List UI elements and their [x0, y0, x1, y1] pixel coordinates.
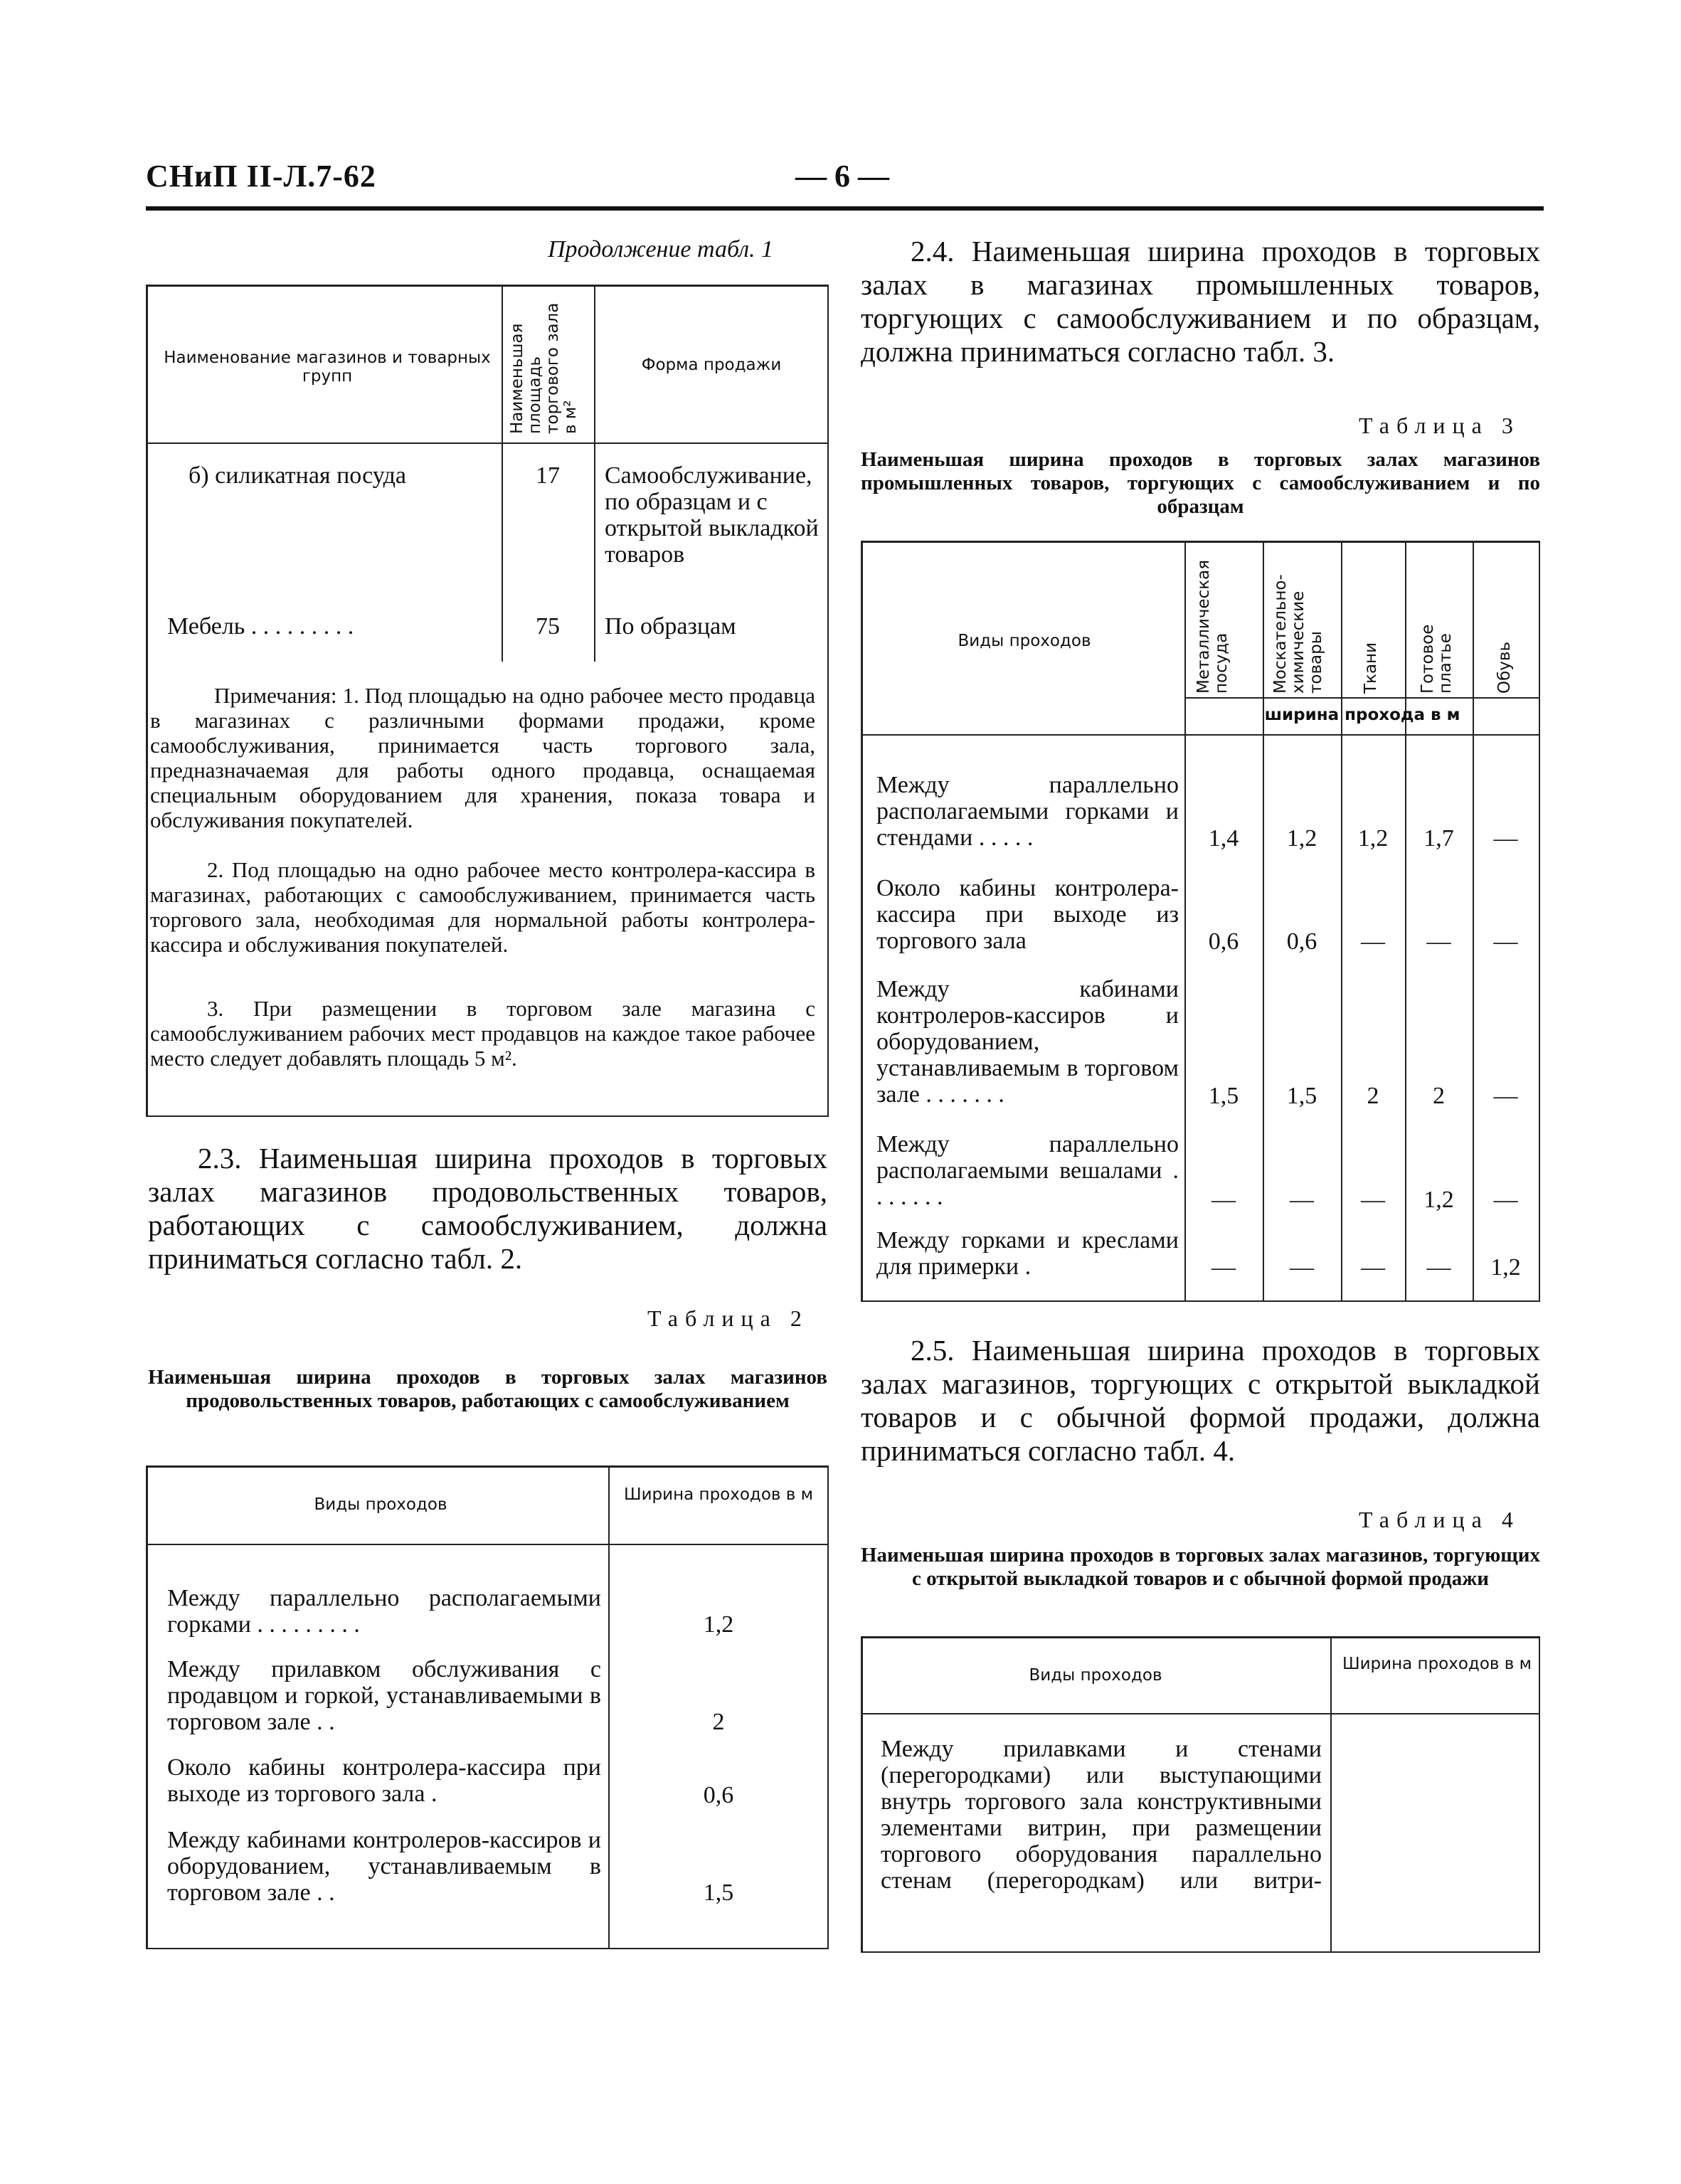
table3-cell: 1,2	[1490, 1254, 1521, 1281]
table3-row-name: Между параллельно располагаемыми горками и стендами . . . . .	[876, 772, 1179, 851]
table1-row-name: б) силикатная посуда	[189, 462, 406, 489]
table4-col-width-header: Ширина проходов в м	[1342, 1655, 1532, 1673]
table1-continuation-caption: Продолжение табл. 1	[548, 236, 774, 263]
table3-cell: —	[1211, 1254, 1236, 1281]
table1-note-1: Примечания: 1. Под площадью на одно рабочее место продавца в магазинах с различными формами продажи, кроме самообслуживания, принимается часть торгового зала, предназначаемая для работы одного продавца, оснащаемая специальным оборудованием для хранения, показа товара и обслуживания покупателей.	[150, 683, 815, 832]
table1-col-name-header: Наименование магазинов и товарных групп	[164, 349, 491, 386]
table3-cell: —	[1493, 1083, 1518, 1109]
table3-col-header: Металлическая посуда	[1194, 559, 1231, 694]
table3-cell: 0,6	[1286, 928, 1317, 955]
table3-cell: —	[1361, 1254, 1385, 1281]
table2-row-value: 1,2	[703, 1611, 734, 1638]
table2-row-name: Между прилавком обслуживания с продавцом и горкой, устанавливаемыми в торговом зале . .	[167, 1656, 601, 1735]
table2-row-value: 0,6	[703, 1782, 734, 1808]
table3-cell: 1,2	[1357, 825, 1389, 852]
table3-col-name-header: Виды проходов	[958, 632, 1091, 650]
paragraph-2-4: 2.4. Наименьшая ширина проходов в торговых залах в магазинах промышленных товаров, торгующих с самообслуживанием и по образцам, должна приниматься согласно табл. 3.	[861, 235, 1540, 368]
table3-cell: 2	[1367, 1083, 1379, 1109]
table3-row-name: Между горками и креслами для примерки .	[876, 1227, 1179, 1280]
table1	[146, 285, 829, 1117]
table3-cell: 1,5	[1208, 1083, 1239, 1109]
table3	[861, 541, 1540, 1302]
table3-cell: 1,2	[1286, 825, 1317, 852]
document-code: СНиП II-Л.7-62	[146, 159, 376, 194]
header-rule	[146, 206, 1544, 211]
table3-cell: —	[1361, 1187, 1385, 1213]
table1-col-form-header: Форма продажи	[641, 356, 782, 374]
table3-cell: —	[1211, 1187, 1236, 1213]
table3-col-header: Москательно-химические товары	[1271, 574, 1325, 694]
table3-cell: 0,6	[1208, 928, 1239, 955]
table3-cell: —	[1426, 1254, 1451, 1281]
table3-cell: 2	[1433, 1083, 1445, 1109]
table3-label: Таблица 3	[1359, 413, 1520, 438]
table3-cell: —	[1361, 928, 1385, 955]
table1-row-area: 75	[536, 613, 560, 640]
table3-col-header: Обувь	[1495, 641, 1514, 694]
paragraph-2-5: 2.5. Наименьшая ширина проходов в торговых залах магазинов, торгующих с открытой выкладкой товаров и с обычной формой продажи, должна приниматься согласно табл. 4.	[861, 1334, 1540, 1467]
table2-row-name: Между кабинами контролеров-кассиров и оборудованием, устанавливаемым в торговом зале . .	[167, 1827, 601, 1906]
table1-row-name: Мебель . . . . . . . . .	[167, 613, 354, 640]
table3-cell: 1,2	[1423, 1187, 1454, 1213]
table3-cell: —	[1493, 928, 1518, 955]
table3-subheader: ширина прохода в м	[1264, 706, 1460, 724]
table3-row-name: Между параллельно располагаемыми вешалами . . . . . . .	[876, 1131, 1179, 1210]
table4-row-name: Между прилавками и стенами (перегородками) или выступающими внутрь торгового зала конструктивными элементами витрин, при размещении торгового оборудования параллельно стенам (перегородкам) или витри-	[881, 1736, 1322, 1894]
table4	[861, 1636, 1540, 1953]
table2-col-width-header: Ширина проходов в м	[624, 1485, 813, 1504]
table3-col-header: Ткани	[1362, 642, 1380, 694]
table3-row-name: Между кабинами контролеров-кассиров и оборудованием, устанавливаемым в торговом зале . . . . . . .	[876, 976, 1179, 1108]
table4-label: Таблица 4	[1359, 1507, 1520, 1532]
table2-col-name-header: Виды проходов	[314, 1495, 447, 1514]
table1-note-3: 3. При размещении в торговом зале магазина с самообслуживанием рабочих мест продавцов на каждое такое рабочее место следует добавлять площадь 5 м².	[150, 996, 815, 1071]
table2-title: Наименьшая ширина проходов в торговых залах магазинов продовольственных товаров, работающих с самообслуживанием	[148, 1366, 827, 1412]
table1-col-area-header: Наименьшая площадь торгового зала в м²	[508, 302, 580, 434]
table2-label: Таблица 2	[647, 1305, 809, 1331]
table2-row-value: 2	[712, 1709, 725, 1735]
paragraph-2-3: 2.3. Наименьшая ширина проходов в торговых залах магазинов продовольственных товаров, работающих с самообслуживанием, должна приниматься согласно табл. 2.	[148, 1142, 827, 1275]
table4-col-name-header: Виды проходов	[1029, 1666, 1162, 1685]
table1-row-area: 17	[536, 462, 560, 489]
table3-title: Наименьшая ширина проходов в торговых залах магазинов промышленных товаров, торгующих с самообслуживанием и по образцам	[861, 448, 1540, 518]
table3-cell: 1,4	[1208, 825, 1239, 852]
table3-row-name: Около кабины контролера-кассира при выходе из торгового зала	[876, 875, 1179, 954]
table3-cell: —	[1290, 1254, 1314, 1281]
table2-row-name: Около кабины контролера-кассира при выходе из торгового зала .	[167, 1754, 601, 1807]
page-number: — 6 —	[795, 159, 889, 194]
table4-title: Наименьшая ширина проходов в торговых залах магазинов, торгующих с открытой выкладкой товаров и с обычной формой продажи	[861, 1544, 1540, 1590]
table3-col-header: Готовое платье	[1418, 624, 1455, 694]
table1-note-2: 2. Под площадью на одно рабочее место контролера-кассира в магазинах, работающих с самообслуживанием, принимается часть торгового зала, необходимая для нормальной работы контролера-кассира и обслуживания покупателей.	[150, 857, 815, 957]
table1-row-form: Самообслуживание, по образцам и с открытой выкладкой товаров	[605, 462, 819, 568]
table2	[146, 1465, 829, 1949]
table3-cell: —	[1426, 928, 1451, 955]
table2-row-value: 1,5	[703, 1880, 734, 1906]
table1-row-form: По образцам	[605, 613, 736, 640]
table3-cell: —	[1493, 825, 1518, 852]
table3-cell: —	[1493, 1187, 1518, 1213]
table3-cell: 1,7	[1423, 825, 1454, 852]
table3-cell: 1,5	[1286, 1083, 1317, 1109]
table3-cell: —	[1290, 1187, 1314, 1213]
table2-row-name: Между параллельно располагаемыми горками . . . . . . . . .	[167, 1585, 601, 1638]
